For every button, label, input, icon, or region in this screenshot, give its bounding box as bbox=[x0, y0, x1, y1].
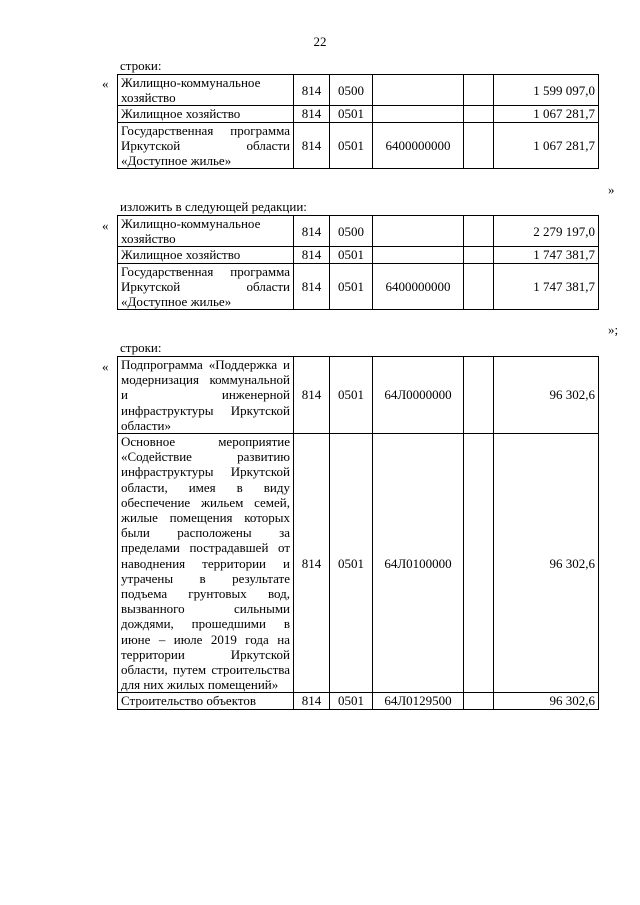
open-quote-1: « bbox=[102, 76, 109, 91]
table-row bbox=[118, 106, 599, 122]
sum-cell: 1 599 097,0 bbox=[494, 75, 599, 106]
table-row bbox=[118, 263, 599, 310]
close-quote-1: » bbox=[608, 182, 615, 197]
table-row bbox=[118, 122, 599, 169]
rzpr-cell: 0501 bbox=[330, 247, 373, 263]
sum-cell: 1 747 381,7 bbox=[494, 263, 599, 310]
csr-cell: 6400000000 bbox=[373, 263, 464, 310]
caption-rows-1: строки: bbox=[120, 58, 162, 73]
row-name: Жилищно-коммунальное хозяйство bbox=[118, 216, 294, 247]
csr-cell bbox=[373, 75, 464, 106]
vr-cell bbox=[464, 263, 494, 310]
vr-cell bbox=[464, 247, 494, 263]
vr-cell bbox=[464, 216, 494, 247]
grbs-cell: 814 bbox=[294, 693, 330, 709]
sum-cell: 2 279 197,0 bbox=[494, 216, 599, 247]
csr-cell bbox=[373, 106, 464, 122]
table-row bbox=[118, 216, 599, 247]
rzpr-cell: 0500 bbox=[330, 75, 373, 106]
page-number: 22 bbox=[313, 34, 327, 49]
row-name: Государственная программа Иркутской области «Доступное жилье» bbox=[118, 122, 294, 169]
table-row bbox=[118, 357, 599, 434]
table-row bbox=[118, 434, 599, 693]
rzpr-cell: 0500 bbox=[330, 216, 373, 247]
table-row bbox=[118, 75, 599, 106]
table-row bbox=[118, 247, 599, 263]
rzpr-cell: 0501 bbox=[330, 122, 373, 169]
rzpr-cell: 0501 bbox=[330, 106, 373, 122]
open-quote-2: « bbox=[102, 218, 109, 233]
caption-new-edition: изложить в следующей редакции: bbox=[120, 199, 307, 214]
grbs-cell: 814 bbox=[294, 75, 330, 106]
grbs-cell: 814 bbox=[294, 263, 330, 310]
grbs-cell: 814 bbox=[294, 247, 330, 263]
csr-cell: 64Л0100000 bbox=[373, 434, 464, 693]
budget-table-original bbox=[117, 74, 599, 169]
vr-cell bbox=[464, 75, 494, 106]
vr-cell bbox=[464, 434, 494, 693]
row-name: Жилищное хозяйство bbox=[118, 247, 294, 263]
budget-table-new bbox=[117, 215, 599, 310]
grbs-cell: 814 bbox=[294, 357, 330, 434]
sum-cell: 1 747 381,7 bbox=[494, 247, 599, 263]
csr-cell: 64Л0000000 bbox=[373, 357, 464, 434]
sum-cell: 1 067 281,7 bbox=[494, 106, 599, 122]
row-name: Государственная программа Иркутской области «Доступное жилье» bbox=[118, 263, 294, 310]
rzpr-cell: 0501 bbox=[330, 693, 373, 709]
open-quote-3: « bbox=[102, 359, 109, 374]
rzpr-cell: 0501 bbox=[330, 434, 373, 693]
sum-cell: 96 302,6 bbox=[494, 434, 599, 693]
sum-cell: 96 302,6 bbox=[494, 693, 599, 709]
vr-cell bbox=[464, 357, 494, 434]
csr-cell: 64Л0129500 bbox=[373, 693, 464, 709]
csr-cell bbox=[373, 247, 464, 263]
rzpr-cell: 0501 bbox=[330, 357, 373, 434]
csr-cell bbox=[373, 216, 464, 247]
close-quote-2: »; bbox=[608, 322, 619, 337]
caption-rows-2: строки: bbox=[120, 340, 162, 355]
row-name: Подпрограмма «Поддержка и модернизация коммунальной и инженерной инфраструктуры Иркутской области» bbox=[118, 357, 294, 434]
vr-cell bbox=[464, 693, 494, 709]
rzpr-cell: 0501 bbox=[330, 263, 373, 310]
budget-table-added bbox=[117, 356, 599, 710]
row-name: Жилищное хозяйство bbox=[118, 106, 294, 122]
csr-cell: 6400000000 bbox=[373, 122, 464, 169]
grbs-cell: 814 bbox=[294, 216, 330, 247]
sum-cell: 96 302,6 bbox=[494, 357, 599, 434]
table-row bbox=[118, 693, 599, 709]
grbs-cell: 814 bbox=[294, 434, 330, 693]
grbs-cell: 814 bbox=[294, 122, 330, 169]
row-name: Строительство объектов bbox=[118, 693, 294, 709]
vr-cell bbox=[464, 122, 494, 169]
row-name: Жилищно-коммунальное хозяйство bbox=[118, 75, 294, 106]
grbs-cell: 814 bbox=[294, 106, 330, 122]
vr-cell bbox=[464, 106, 494, 122]
sum-cell: 1 067 281,7 bbox=[494, 122, 599, 169]
row-name: Основное мероприятие «Содействие развитию инфраструктуры Иркутской области, имея в виду обеспечение жильем семей, жилые помещения которых были расположены за пределами пострадавшей от наводнения территории и утрачены в результате подъема грунтовых вод, вызванного сильными дождями, прошедшими в июне – июле 2019 года на территории Иркутской области, путем строительства для них жилых помещений» bbox=[118, 434, 294, 693]
